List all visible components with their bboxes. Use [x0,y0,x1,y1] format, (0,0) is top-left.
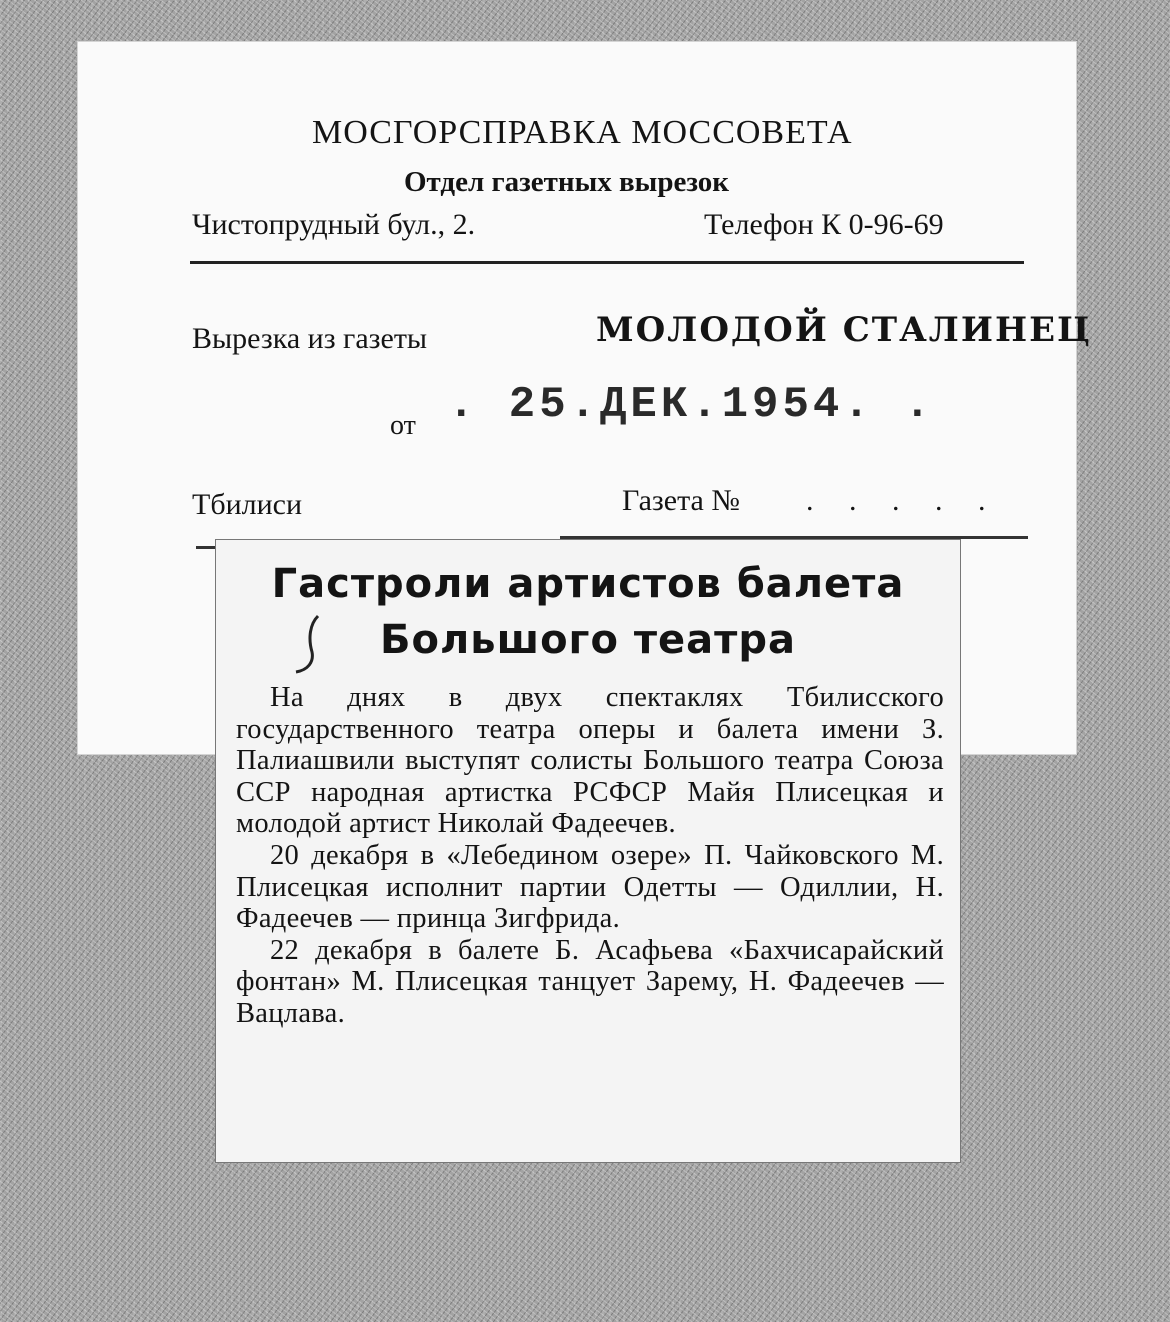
pen-mark-icon [288,608,328,678]
article-paragraph-2: 20 декабря в «Лебедином озере» П. Чайковского М. Плисецкая исполнит партии Одетты — Одиллии, Н. Фадеечев — принца Зигфрида. [236,839,944,935]
org-name: МОСГОРСПРАВКА МОССОВЕТА [312,114,853,151]
headline-line-2: Большого театра [380,617,796,663]
issue-number: . . . . . [806,484,1000,517]
article-paragraph-1: На днях в двух спектаклях Тбилисского государственного театра оперы и балета имени З. Палиашвили выступят солисты Большого театра Союза ССР народная артистка РСФСР Майя Плисецкая и молодой артист Николай Фадеечев. [236,682,944,840]
header-divider [190,261,1024,264]
article-headline [228,556,948,668]
date-stamp: . 25.ДЕК.1954. . [448,380,935,430]
form-divider [560,536,1028,539]
address: Чистопрудный бул., 2. [192,208,476,241]
phone-number: Телефон К 0-96-69 [704,208,944,241]
city-label: Тбилиси [192,488,303,521]
clipping-label: Вырезка из газеты [192,322,428,355]
date-label: от [390,410,416,441]
newspaper-name: МОЛОДОЙ СТАЛИНЕЦ [596,310,1092,350]
issue-label: Газета № [622,484,740,517]
article-paragraph-3: 22 декабря в балете Б. Асафьева «Бахчисарайский фонтан» М. Плисецкая танцует Зарему, Н. Фадеечев — Вацлава. [236,934,944,1029]
department-name: Отдел газетных вырезок [404,166,730,198]
headline-line-1: Гастроли артистов балета [271,561,905,607]
article-body [236,682,944,1030]
